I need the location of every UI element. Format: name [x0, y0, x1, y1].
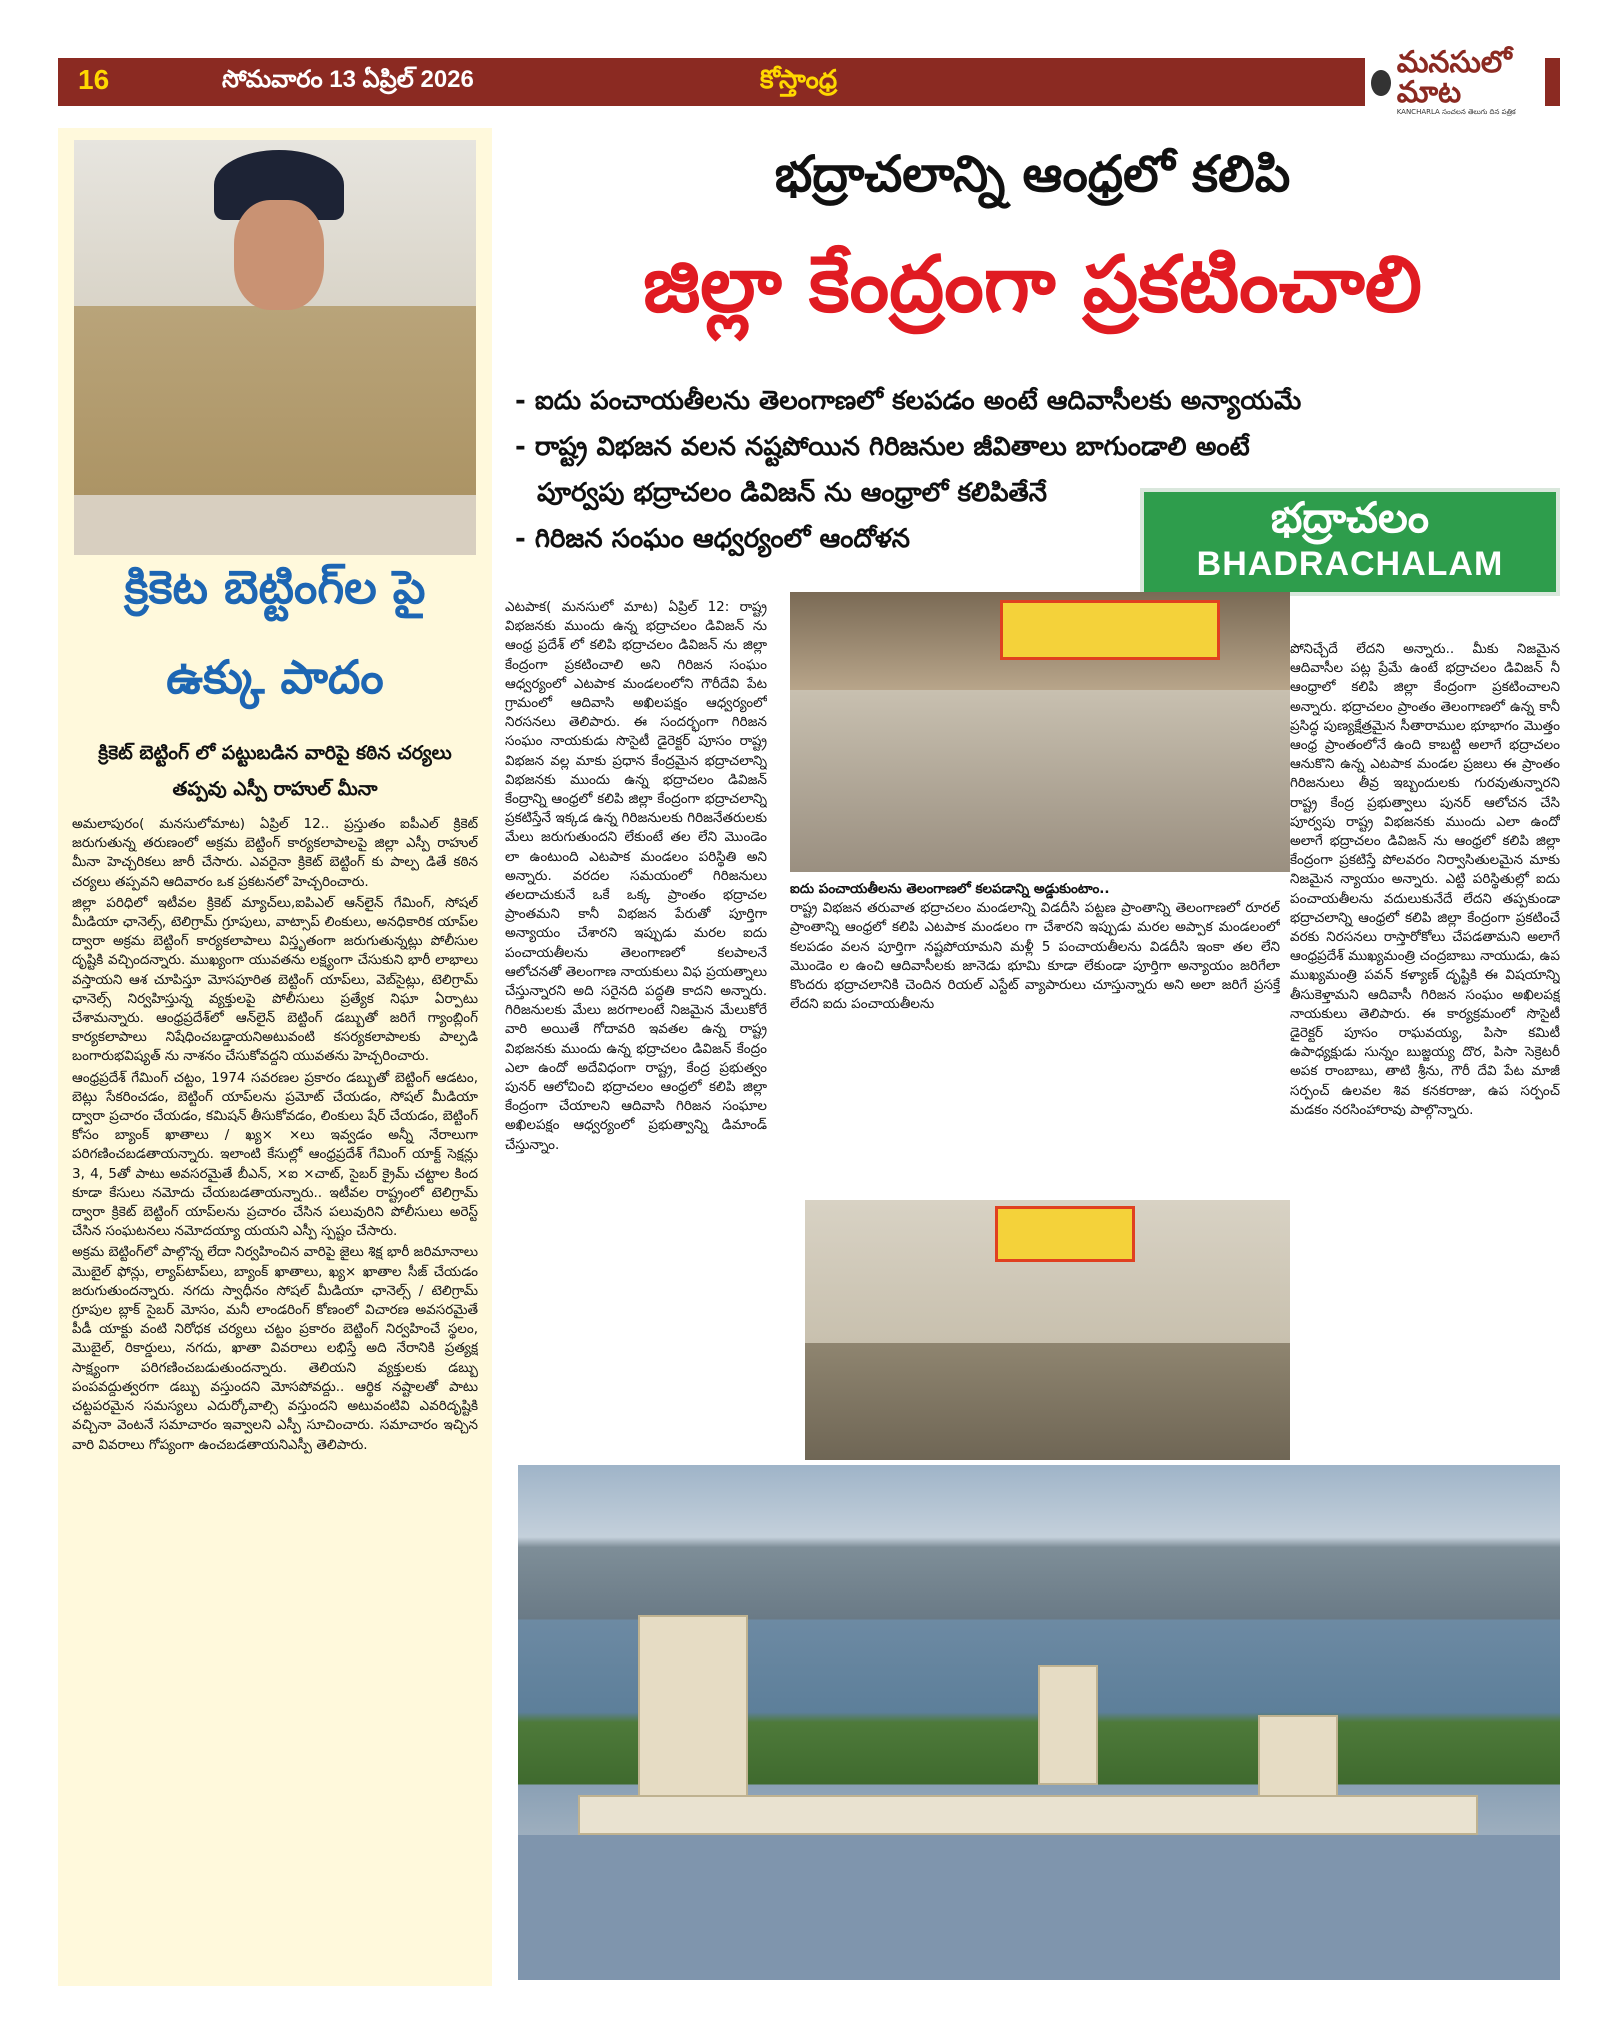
logo-title: మనసులో మాట [1396, 46, 1512, 109]
story-column-3: పోనిచ్చేదే లేదని అన్నారు.. మీకు నిజమైన ఆదివాసీల పట్ల ప్రేమే ఉంటే భద్రాచలం డివిజన్ నీ ఆంధ్రాలో కలిపి జిల్లా కేంద్రంగా ప్రకటించాలని అన్నారు. భద్రాచలం ప్రాంతం తెలంగాణలో ఉన్న కానీ ప్రసిద్ధ పుణ్యక్షేత్రమైన సీతారాముల భూభాగం మొత్తం ఆంధ్ర ప్రాంతంలోనే ఉంది కాబట్టి అలాగే భద్రాచలం ఆనుకొని ఉన్న ఎటపాక మండల ప్రజలు ఈ ప్రాంతం గిరిజనులు తీవ్ర ఇబ్బందులకు గురవుతున్నారని రాష్ట్ర కేంద్ర ప్రభుత్వాలు పునర్ ఆలోచన చేసి పూర్వపు రాష్ట్ర విభజనకు ముందు ఎలా ఉందో అలాగే భద్రాచలం డివిజన్ ను ఆంధ్రలో కలిపి జిల్లా కేంద్రంగా ప్రకటిస్తే పోలవరం నిర్వాసితులమైన మాకు నిజమైన న్యాయం అన్నారు. ఎట్టి పరిస్థితుల్లో ఐదు పంచాయతీలను వదులుకునేదే లేదని తప్పకుండా భద్రాచలాన్ని ఆంధ్రలో కలిపి జిల్లా కేంద్రంగా ప్రకటించే వరకు నిరసనలు రాస్తారోకోలు చేపడతామని అలాగే ఆంధ్రప్రదేశ్ ముఖ్యమంత్రి చంద్రబాబు నాయుడు, ఉప ముఖ్యమంత్రి పవన్ కళ్యాణ్ దృష్టికి ఈ విషయాన్ని తీసుకెళ్తామని ఆదివాసీ గిరిజన సంఘం అఖిలపక్ష నాయకులు తెలిపారు. ఈ కార్యక్రమంలో సొసైటీ డైరెక్టర్ పూసం రాఘవయ్య, పిసా కమిటీ ఉపాధ్యక్షుడు సున్నం బుజ్జయ్య దొర, పిసా సెక్రెటరీ అపక రాంబాబు, తాటి శ్రీను, గౌరీ దేవి పేట మాజీ సర్పంచ్ ఉలవల శివ కనకరాజు, ఉప సర్పంచ్ మడకం నరసింహారావు పాల్గొన్నారు. [1290, 641, 1560, 1118]
column-text: రాష్ట్ర విభజన తరువాత భద్రాచలం మండలాన్ని విడదీసి పట్టణ ప్రాంతాన్ని తెలంగాణలో రూరల్ ప్రాంతాన్ని ఆంధ్రలో కలిపి ఎటపాక మండలం గా చేశారని ఇప్పుడు మరల అప్పాక మండలంలో కలపడం వలన పూర్తిగా నష్టపోయామని మళ్లీ 5 పంచాయతీలను విడదీసి ఇంకా తల లేని మొండెం ల ఉంచి ఆదివాసీలకు జానెడు భూమి కూడా లేకుండా పూర్తిగా అన్యాయం జరిగేలా కొందరు భద్రాచలానికి చెందిన రియల్ ఎస్టేట్ వ్యాపారులు చూస్తున్నారు అని అలా జరిగే ప్రసక్తే లేదని ఐదు పంచాయతీలను [790, 900, 1280, 1013]
bhadrachalam-temple-photo [518, 1465, 1560, 1980]
founder-portrait-icon [1371, 70, 1391, 96]
left-subheadline: క్రికెట్ బెట్టింగ్ లో పట్టుబడిన వారిపై కఠిన చర్యలు తప్పవు ఎస్పీ రాహుల్ మీనా [98, 742, 452, 800]
bullet: - రాష్ట్ర విభజన వలన నష్టపోయిన గిరిజనుల జీవితాలు బాగుండాలి అంటే [515, 432, 1250, 462]
bullet: - ఐదు పంచాయతీలను తెలంగాణలో కలపడం అంటే ఆదివాసీలకు అన్యాయమే [515, 386, 1302, 416]
bullet: పూర్వపు భద్రాచలం డివిజన్ ను ఆంధ్రాలో కలిపితేనే [537, 478, 1048, 508]
issue-date: సోమవారం 13 ఏప్రిల్ 2026 [222, 66, 474, 93]
sign-telugu: భద్రాచలం [1270, 493, 1430, 542]
main-headline: జిల్లా కేంద్రంగా ప్రకటించాలి [643, 240, 1422, 330]
bullet: - గిరిజన సంఘం ఆధ్వర్యంలో ఆందోళన [515, 524, 911, 554]
newspaper-logo [1365, 46, 1545, 116]
paragraph: అమలాపురం( మనసులోమాట) ఏప్రిల్ 12.. ప్రస్తుతం ఐపీఎల్ క్రికెట్ జరుగుతున్న తరుణంలో అక్రమ బెట్టింగ్ కార్యకలాపాలపై జిల్లా ఎస్పీ రాహుల్ మీనా హెచ్చరికలు జారీ చేసారు. ఎవరైనా క్రికెట్ బెట్టింగ్ కు పాల్ప డితే కఠిన చర్యలు తప్పవని ఆదివారం ఒక ప్రకటనలో హెచ్చరించారు. [72, 816, 478, 890]
sign-english: BHADRACHALAM [1196, 545, 1504, 583]
gopuram-shape [1038, 1665, 1098, 1785]
logo-sub: KANCHARLA [1396, 108, 1440, 116]
left-headline-line2: ఉక్కు పాదం [166, 650, 384, 704]
main-headline-kicker: భద్రాచలాన్ని ఆంధ్రలో కలిపి [774, 145, 1291, 203]
left-story-body [72, 815, 478, 1980]
paragraph: జిల్లా పరిధిలో ఇటీవల క్రికెట్ మ్యాచ్‌లు,ఐపిఎల్ ఆన్‌లైన్ గేమింగ్, సోషల్ మీడియా ఛానెల్స్, టెలిగ్రామ్ గ్రూపులు, వాట్సాప్ లింకులు, అనధికారిక యాప్‌ల ద్వారా అక్రమ బెట్టింగ్ కార్యకలాపాలు విస్తృతంగా జరుగుతున్నట్లు పోలీసుల దృష్టికి వచ్చిందన్నారు. ముఖ్యంగా యువతను లక్ష్యంగా చేసుకుని భారీ లాభాలు వస్తాయని ఆశ చూపిస్తూ మోసపూరిత బెట్టింగ్ యాప్‌లు, వెబ్‌సైట్లు, టెలిగ్రామ్ ఛానెల్స్ నిర్వహిస్తున్న వ్యక్తులపై పోలీసులు ప్రత్యేక నిఘా ఏర్పాటు చేశామన్నారు. ఆంధ్రప్రదేశ్‌లో ఆన్‌లైన్ బెట్టింగ్ డబ్బుతో జరిగే గ్యాంబ్లింగ్ కార్యకలాపాలు నిషేధించబడ్డాయనిఅటువంటి కసర్యకలాపాలకు పాల్పడి బంగారుభవిష్యత్ ను నాశనం చేసుకోవద్దని యువతను హెచ్చరించారు. [72, 894, 478, 1065]
paragraph: అక్రమ బెట్టింగ్‌లో పాల్గొన్న లేదా నిర్వహించిన వారిపై జైలు శిక్ష భారీ జరిమానాలు మొబైల్ ఫోన్లు, ల్యాప్‌టాప్‌లు, బ్యాంక్ ఖాతాలు, ఖ్య× ఖాతాల సీజ్ చేయడం జరుగుతుందన్నారు. నగదు స్వాధీనం సోషల్ మీడియా ఛానెల్స్ / టెలిగ్రామ్ గ్రూపుల బ్లాక్ సైబర్ మోసం, మనీ లాండరింగ్ కోణంలో విచారణ అవసరమైతే పీడీ యాక్టు వంటి నిరోధక చర్యలు చట్టం ప్రకారం బెట్టింగ్ నిర్వహించే స్థలం, మొబైల్, రికార్డులు, నగదు, ఖాతా వివరాలు లభిస్తే అది నేరానికి ప్రత్యక్ష సాక్ష్యంగా పరిగణించబడుతుందన్నారు. తెలియని వ్యక్తులకు డబ్బు పంపవద్దుత్వరగా డబ్బు వస్తుందని మోసపోవద్దు.. ఆర్థిక నష్టాలతో పాటు చట్టపరమైన సమస్యలు ఎదుర్కోవాల్సి వస్తుందని అటువంటివి ఎవరిదృష్టికి వచ్చినా వెంటనే సమాచారం ఇవ్వాలని ఎస్పీ సూచించారు. సమాచారం ఇచ్చిన వారి వివరాలు గోప్యంగా ఉంచబడతాయనిఎస్పీ తెలిపారు. [72, 1244, 478, 1453]
column-subhead: ఐదు పంచాయతీలను తెలంగాణలో కలపడాన్ని అడ్డుకుంటాం.. [790, 881, 1110, 897]
protest-meeting-photo-2 [805, 1200, 1290, 1460]
police-officer-photo [74, 140, 476, 555]
story-column-2 [790, 880, 1280, 1180]
paragraph: ఆంధ్రప్రదేశ్ గేమింగ్ చట్టం, 1974 సవరణల ప్రకారం డబ్బుతో బెట్టింగ్ ఆడటం, బెట్లు సేకరించడం, బెట్టింగ్ యాప్‌లను ప్రమోట్ చేయడం, సోషల్ మీడియా ద్వారా ప్రచారం చేయడం, కమిషన్ తీసుకోవడం, లింకులు షేర్ చేయడం, బెట్టింగ్ కోసం బ్యాంక్ ఖాతాలు / ఖ్య× ×లు ఇవ్వడం అన్నీ నేరాలుగా పరిగణించబడతాయన్నారు. ఇలాంటి కేసుల్లో ఆంధ్రప్రదేశ్ గేమింగ్ యాక్ట్ సెక్షన్లు 3, 4, 5తో పాటు అవసరమైతే బీఎన్, ×ఐ ×చాట్, సైబర్ క్రైమ్ చట్టాల కింద కూడా కేసులు నమోదు చేయబడతాయన్నారు.. ఇటీవల రాష్ట్రంలో టెలిగ్రామ్ ద్వారా క్రికెట్ బెట్టింగ్ యాప్‌లను ప్రచారం చేసిన పలువురిని పోలీసులు అరెస్ట్ చేసిన సంఘటనలు నమోదయ్యా యయని ఎస్పీ స్పష్టం చేసారు. [72, 1069, 478, 1240]
page-number: 16 [78, 64, 110, 95]
left-headline-line1: క్రికెట బెట్టింగ్‌ల పై [124, 560, 426, 614]
temple-roof-area [518, 1835, 1560, 1980]
logo-tagline: సంచలన తెలుగు దిన పత్రిక [1442, 108, 1516, 116]
protest-photo-1 [790, 592, 1290, 872]
edition-name: కోస్తాంధ్ర [760, 64, 838, 94]
bhadrachalam-signboard-photo [1140, 488, 1560, 596]
story-column-1: ఎటపాక( మనసులో మాట) ఏప్రిల్ 12: రాష్ట్ర విభజనకు ముందు ఉన్న భద్రాచలం డివిజన్ ను ఆంధ్ర ప్రదేశ్ లో కలిపి భద్రాచలం డివిజన్ ను జిల్లా కేంద్రంగా ప్రకటించాలి అని గిరిజన సంఘం ఆధ్వర్యంలో ఎటపాక మండలంలోని గౌరీదేవి పేట గ్రామంలో ఆదివాసి అఖిలపక్షం ఆధ్వర్యంలో నిరసనలు తెలిపారు. ఈ సందర్భంగా గిరిజన సంఘం నాయకుడు సొసైటీ డైరెక్టర్ పూసం రాష్ట్ర విభజన వల్ల మాకు ప్రధాన కేంద్రమైన భద్రాచలాన్ని విభజనకు ముందు ఉన్న భద్రాచలం డివిజన్ కేంద్రాన్ని ఆంధ్రలో కలిపి జిల్లా కేంద్రంగా భద్రాచలాన్ని ప్రకటిస్తేనే ఇక్కడ ఉన్న గిరిజనులకు గిరిజనేతరులకు మేలు జరుగుతుందని లేకుంటే తల లేని మొండెం లా ఉంటుంది ఎటపాక మండలం పరిస్థితి అని అన్నారు. వరదల సమయంలో గిరిజనులు తలదాచుకునే ఒకే ఒక్క ప్రాంతం భద్రాచల ప్రాంతమని కానీ విభజన పేరుతో పూర్తిగా అన్యాయం చేశారని ఇప్పుడు మరల ఐదు పంచాయతీలను తెలంగాణలో కలపాలనే ఆలోచనతో తెలంగాణ నాయకులు విఫ ప్రయత్నాలు చేస్తున్నారని అది సరైనది పద్ధతి కాదని అన్నారు. గిరిజనులకు మేలు జరగాలంటే నిజమైన మేలుకోరే వారి అయితే గోదావరి ఇవతల ఉన్న రాష్ట్ర విభజనకు ముందు ఉన్న భద్రాచలం డివిజన్ కేంద్రం ఎలా ఉందో అదేవిధంగా రాష్ట్ర, కేంద్ర ప్రభుత్వం పునర్ ఆలోచించి భద్రాచలం ఆంధ్రలో కలిపి జిల్లా కేంద్రంగా చేయాలని ఆదివాసి గిరిజన సంఘాల అఖిలపక్షం ఆధ్వర్యంలో ప్రభుత్వాన్ని డిమాండ్ చేస్తున్నాం. [505, 599, 767, 1153]
temple-wall [578, 1795, 1478, 1835]
gopuram-shape [638, 1615, 748, 1815]
